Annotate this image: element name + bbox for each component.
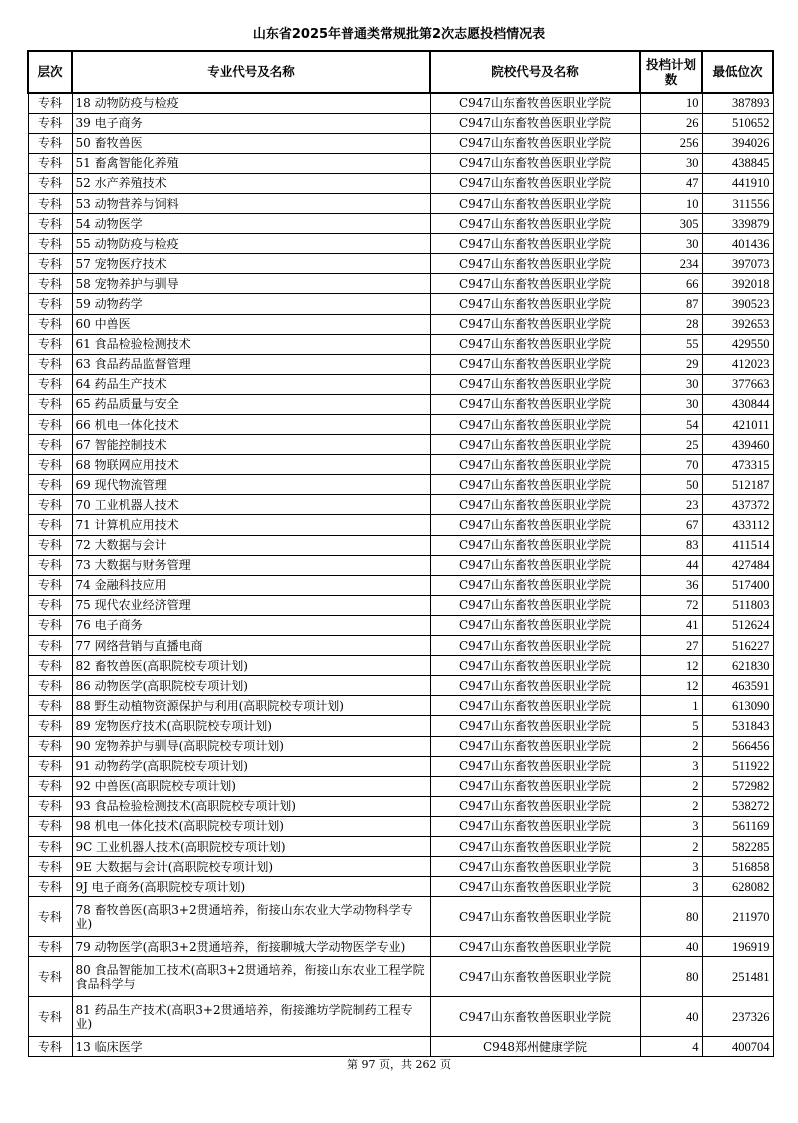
cell-rank: 412023 <box>702 354 773 374</box>
table-row <box>28 254 773 274</box>
cell-rank: 430844 <box>702 394 773 414</box>
cell-major: 98 机电一体化技术(高职院校专项计划) <box>72 816 430 836</box>
cell-level: 专科 <box>28 776 72 796</box>
cell-major: 93 食品检验检测技术(高职院校专项计划) <box>72 796 430 816</box>
cell-rank: 473315 <box>702 455 773 475</box>
cell-school: C947山东畜牧兽医职业学院 <box>430 555 640 575</box>
cell-major: 88 野生动植物资源保护与利用(高职院校专项计划) <box>72 696 430 716</box>
cell-plan: 80 <box>640 957 702 997</box>
table-row <box>28 535 773 555</box>
table-row <box>28 93 773 113</box>
cell-plan: 2 <box>640 796 702 816</box>
cell-plan: 83 <box>640 535 702 555</box>
cell-major: 81 药品生产技术(高职3+2贯通培养，衔接潍坊学院制药工程专业) <box>72 997 430 1037</box>
cell-school: C947山东畜牧兽医职业学院 <box>430 515 640 535</box>
cell-school: C947山东畜牧兽医职业学院 <box>430 696 640 716</box>
cell-school: C947山东畜牧兽医职业学院 <box>430 374 640 394</box>
cell-rank: 377663 <box>702 374 773 394</box>
table-row <box>28 776 773 796</box>
cell-plan: 30 <box>640 153 702 173</box>
cell-plan: 36 <box>640 575 702 595</box>
cell-level: 专科 <box>28 656 72 676</box>
cell-plan: 12 <box>640 656 702 676</box>
cell-level: 专科 <box>28 515 72 535</box>
cell-major: 54 动物医学 <box>72 214 430 234</box>
cell-level: 专科 <box>28 214 72 234</box>
cell-plan: 54 <box>640 415 702 435</box>
cell-level: 专科 <box>28 334 72 354</box>
cell-school: C947山东畜牧兽医职业学院 <box>430 676 640 696</box>
table-row <box>28 153 773 173</box>
cell-plan: 30 <box>640 374 702 394</box>
cell-level: 专科 <box>28 113 72 133</box>
cell-plan: 26 <box>640 113 702 133</box>
cell-school: C947山东畜牧兽医职业学院 <box>430 214 640 234</box>
cell-school: C947山东畜牧兽医职业学院 <box>430 354 640 374</box>
cell-major: 76 电子商务 <box>72 615 430 635</box>
cell-plan: 66 <box>640 274 702 294</box>
cell-major: 50 畜牧兽医 <box>72 133 430 153</box>
table-row <box>28 274 773 294</box>
cell-rank: 387893 <box>702 93 773 113</box>
cell-level: 专科 <box>28 997 72 1037</box>
cell-school: C947山东畜牧兽医职业学院 <box>430 636 640 656</box>
table-row <box>28 214 773 234</box>
cell-plan: 28 <box>640 314 702 334</box>
cell-major: 79 动物医学(高职3+2贯通培养，衔接聊城大学动物医学专业) <box>72 937 430 957</box>
cell-level: 专科 <box>28 535 72 555</box>
cell-rank: 511803 <box>702 595 773 615</box>
cell-rank: 437372 <box>702 495 773 515</box>
cell-rank: 394026 <box>702 133 773 153</box>
cell-plan: 30 <box>640 394 702 414</box>
table-row <box>28 173 773 193</box>
cell-plan: 3 <box>640 756 702 776</box>
cell-school: C947山东畜牧兽医职业学院 <box>430 455 640 475</box>
cell-level: 专科 <box>28 756 72 776</box>
table-row <box>28 595 773 615</box>
table-row <box>28 957 773 997</box>
cell-rank: 516858 <box>702 857 773 877</box>
table-row <box>28 193 773 213</box>
cell-rank: 566456 <box>702 736 773 756</box>
table-row <box>28 877 773 897</box>
cell-plan: 80 <box>640 897 702 937</box>
cell-rank: 582285 <box>702 836 773 856</box>
cell-school: C947山东畜牧兽医职业学院 <box>430 193 640 213</box>
table-row <box>28 555 773 575</box>
cell-major: 68 物联网应用技术 <box>72 455 430 475</box>
cell-rank: 438845 <box>702 153 773 173</box>
cell-school: C947山东畜牧兽医职业学院 <box>430 595 640 615</box>
cell-level: 专科 <box>28 595 72 615</box>
table-header-row <box>28 51 773 93</box>
cell-level: 专科 <box>28 93 72 113</box>
cell-rank: 411514 <box>702 535 773 555</box>
cell-plan: 256 <box>640 133 702 153</box>
table-body <box>28 93 773 1057</box>
cell-rank: 439460 <box>702 435 773 455</box>
cell-school: C947山东畜牧兽医职业学院 <box>430 234 640 254</box>
cell-level: 专科 <box>28 957 72 997</box>
cell-rank: 510652 <box>702 113 773 133</box>
cell-major: 52 水产养殖技术 <box>72 173 430 193</box>
cell-major: 61 食品检验检测技术 <box>72 334 430 354</box>
cell-major: 80 食品智能加工技术(高职3+2贯通培养，衔接山东农业工程学院食品科学与 <box>72 957 430 997</box>
table-row <box>28 857 773 877</box>
cell-major: 73 大数据与财务管理 <box>72 555 430 575</box>
cell-level: 专科 <box>28 796 72 816</box>
cell-plan: 5 <box>640 716 702 736</box>
cell-level: 专科 <box>28 394 72 414</box>
cell-plan: 29 <box>640 354 702 374</box>
cell-plan: 47 <box>640 173 702 193</box>
cell-level: 专科 <box>28 736 72 756</box>
table-row <box>28 113 773 133</box>
cell-rank: 392653 <box>702 314 773 334</box>
cell-plan: 2 <box>640 776 702 796</box>
cell-level: 专科 <box>28 415 72 435</box>
cell-major: 64 药品生产技术 <box>72 374 430 394</box>
table-row <box>28 636 773 656</box>
cell-rank: 538272 <box>702 796 773 816</box>
cell-plan: 3 <box>640 857 702 877</box>
cell-plan: 41 <box>640 615 702 635</box>
cell-plan: 305 <box>640 214 702 234</box>
cell-major: 9J 电子商务(高职院校专项计划) <box>72 877 430 897</box>
cell-major: 60 中兽医 <box>72 314 430 334</box>
cell-level: 专科 <box>28 374 72 394</box>
cell-rank: 429550 <box>702 334 773 354</box>
table-row <box>28 736 773 756</box>
cell-plan: 67 <box>640 515 702 535</box>
cell-level: 专科 <box>28 696 72 716</box>
cell-school: C947山东畜牧兽医职业学院 <box>430 153 640 173</box>
cell-rank: 463591 <box>702 676 773 696</box>
cell-plan: 234 <box>640 254 702 274</box>
cell-level: 专科 <box>28 636 72 656</box>
cell-major: 82 畜牧兽医(高职院校专项计划) <box>72 656 430 676</box>
cell-plan: 44 <box>640 555 702 575</box>
cell-level: 专科 <box>28 836 72 856</box>
cell-level: 专科 <box>28 475 72 495</box>
cell-school: C947山东畜牧兽医职业学院 <box>430 796 640 816</box>
cell-level: 专科 <box>28 173 72 193</box>
cell-school: C947山东畜牧兽医职业学院 <box>430 736 640 756</box>
cell-school: C947山东畜牧兽医职业学院 <box>430 997 640 1037</box>
cell-plan: 4 <box>640 1037 702 1057</box>
cell-rank: 196919 <box>702 937 773 957</box>
cell-major: 18 动物防疫与检疫 <box>72 93 430 113</box>
cell-major: 72 大数据与会计 <box>72 535 430 555</box>
cell-level: 专科 <box>28 1037 72 1057</box>
cell-plan: 55 <box>640 334 702 354</box>
cell-plan: 72 <box>640 595 702 615</box>
cell-level: 专科 <box>28 133 72 153</box>
cell-school: C947山东畜牧兽医职业学院 <box>430 575 640 595</box>
cell-school: C947山东畜牧兽医职业学院 <box>430 334 640 354</box>
cell-school: C947山东畜牧兽医职业学院 <box>430 435 640 455</box>
cell-level: 专科 <box>28 314 72 334</box>
cell-school: C947山东畜牧兽医职业学院 <box>430 173 640 193</box>
cell-level: 专科 <box>28 153 72 173</box>
cell-school: C947山东畜牧兽医职业学院 <box>430 615 640 635</box>
cell-plan: 2 <box>640 736 702 756</box>
cell-level: 专科 <box>28 676 72 696</box>
cell-rank: 512187 <box>702 475 773 495</box>
cell-level: 专科 <box>28 816 72 836</box>
cell-plan: 2 <box>640 836 702 856</box>
cell-major: 58 宠物养护与驯导 <box>72 274 430 294</box>
cell-major: 65 药品质量与安全 <box>72 394 430 414</box>
table-row <box>28 354 773 374</box>
table-row <box>28 374 773 394</box>
cell-plan: 50 <box>640 475 702 495</box>
cell-rank: 211970 <box>702 897 773 937</box>
cell-level: 专科 <box>28 615 72 635</box>
cell-school: C947山东畜牧兽医职业学院 <box>430 776 640 796</box>
cell-school: C947山东畜牧兽医职业学院 <box>430 897 640 937</box>
cell-level: 专科 <box>28 877 72 897</box>
cell-school: C947山东畜牧兽医职业学院 <box>430 877 640 897</box>
cell-rank: 572982 <box>702 776 773 796</box>
cell-level: 专科 <box>28 897 72 937</box>
cell-plan: 40 <box>640 937 702 957</box>
table-row <box>28 937 773 957</box>
cell-major: 53 动物营养与饲料 <box>72 193 430 213</box>
cell-level: 专科 <box>28 294 72 314</box>
cell-plan: 87 <box>640 294 702 314</box>
header-level: 层次 <box>28 51 72 93</box>
table-row <box>28 796 773 816</box>
admission-table <box>27 50 774 1057</box>
header-major: 专业代号及名称 <box>72 51 430 93</box>
cell-major: 71 计算机应用技术 <box>72 515 430 535</box>
table-row <box>28 615 773 635</box>
cell-level: 专科 <box>28 435 72 455</box>
cell-school: C947山东畜牧兽医职业学院 <box>430 113 640 133</box>
table-row <box>28 495 773 515</box>
table-row <box>28 294 773 314</box>
cell-level: 专科 <box>28 575 72 595</box>
table-row <box>28 676 773 696</box>
cell-school: C947山东畜牧兽医职业学院 <box>430 314 640 334</box>
cell-rank: 531843 <box>702 716 773 736</box>
table-row <box>28 334 773 354</box>
cell-major: 86 动物医学(高职院校专项计划) <box>72 676 430 696</box>
cell-rank: 516227 <box>702 636 773 656</box>
cell-plan: 25 <box>640 435 702 455</box>
cell-level: 专科 <box>28 455 72 475</box>
cell-rank: 390523 <box>702 294 773 314</box>
cell-plan: 3 <box>640 877 702 897</box>
cell-plan: 40 <box>640 997 702 1037</box>
table-row <box>28 455 773 475</box>
cell-major: 39 电子商务 <box>72 113 430 133</box>
table-row <box>28 1037 773 1057</box>
table-row <box>28 716 773 736</box>
cell-rank: 400704 <box>702 1037 773 1057</box>
cell-major: 92 中兽医(高职院校专项计划) <box>72 776 430 796</box>
table-row <box>28 133 773 153</box>
cell-major: 78 畜牧兽医(高职3+2贯通培养，衔接山东农业大学动物科学专业) <box>72 897 430 937</box>
table-row <box>28 314 773 334</box>
cell-major: 63 食品药品监督管理 <box>72 354 430 374</box>
cell-plan: 70 <box>640 455 702 475</box>
table-row <box>28 836 773 856</box>
table-row <box>28 997 773 1037</box>
table-row <box>28 656 773 676</box>
cell-rank: 561169 <box>702 816 773 836</box>
cell-major: 13 临床医学 <box>72 1037 430 1057</box>
cell-major: 74 金融科技应用 <box>72 575 430 595</box>
cell-school: C947山东畜牧兽医职业学院 <box>430 254 640 274</box>
cell-school: C947山东畜牧兽医职业学院 <box>430 133 640 153</box>
table-row <box>28 575 773 595</box>
page-footer: 第 97 页，共 262 页 <box>347 1058 451 1071</box>
cell-school: C947山东畜牧兽医职业学院 <box>430 816 640 836</box>
cell-rank: 427484 <box>702 555 773 575</box>
cell-major: 66 机电一体化技术 <box>72 415 430 435</box>
cell-level: 专科 <box>28 555 72 575</box>
cell-level: 专科 <box>28 495 72 515</box>
cell-rank: 621830 <box>702 656 773 676</box>
cell-major: 9C 工业机器人技术(高职院校专项计划) <box>72 836 430 856</box>
cell-level: 专科 <box>28 857 72 877</box>
cell-rank: 441910 <box>702 173 773 193</box>
table-row <box>28 415 773 435</box>
cell-level: 专科 <box>28 254 72 274</box>
cell-school: C947山东畜牧兽医职业学院 <box>430 394 640 414</box>
cell-rank: 392018 <box>702 274 773 294</box>
cell-rank: 251481 <box>702 957 773 997</box>
cell-rank: 339879 <box>702 214 773 234</box>
cell-rank: 433112 <box>702 515 773 535</box>
cell-rank: 401436 <box>702 234 773 254</box>
cell-rank: 237326 <box>702 997 773 1037</box>
cell-school: C947山东畜牧兽医职业学院 <box>430 415 640 435</box>
cell-rank: 397073 <box>702 254 773 274</box>
cell-school: C947山东畜牧兽医职业学院 <box>430 535 640 555</box>
table-row <box>28 816 773 836</box>
cell-school: C947山东畜牧兽医职业学院 <box>430 294 640 314</box>
cell-plan: 3 <box>640 816 702 836</box>
cell-school: C947山东畜牧兽医职业学院 <box>430 656 640 676</box>
cell-rank: 628082 <box>702 877 773 897</box>
table-row <box>28 394 773 414</box>
table-row <box>28 696 773 716</box>
cell-major: 59 动物药学 <box>72 294 430 314</box>
cell-level: 专科 <box>28 716 72 736</box>
cell-plan: 30 <box>640 234 702 254</box>
cell-major: 9E 大数据与会计(高职院校专项计划) <box>72 857 430 877</box>
header-rank: 最低位次 <box>702 51 773 93</box>
table-row <box>28 435 773 455</box>
cell-school: C947山东畜牧兽医职业学院 <box>430 756 640 776</box>
cell-school: C947山东畜牧兽医职业学院 <box>430 716 640 736</box>
table-row <box>28 515 773 535</box>
cell-major: 55 动物防疫与检疫 <box>72 234 430 254</box>
cell-school: C947山东畜牧兽医职业学院 <box>430 836 640 856</box>
cell-school: C947山东畜牧兽医职业学院 <box>430 495 640 515</box>
cell-school: C947山东畜牧兽医职业学院 <box>430 475 640 495</box>
cell-school: C947山东畜牧兽医职业学院 <box>430 274 640 294</box>
cell-level: 专科 <box>28 354 72 374</box>
cell-level: 专科 <box>28 234 72 254</box>
header-plan: 投档计划数 <box>640 51 702 93</box>
cell-major: 51 畜禽智能化养殖 <box>72 153 430 173</box>
cell-level: 专科 <box>28 937 72 957</box>
cell-school: C947山东畜牧兽医职业学院 <box>430 857 640 877</box>
cell-major: 57 宠物医疗技术 <box>72 254 430 274</box>
cell-rank: 421011 <box>702 415 773 435</box>
cell-school: C947山东畜牧兽医职业学院 <box>430 957 640 997</box>
cell-rank: 613090 <box>702 696 773 716</box>
cell-school: C947山东畜牧兽医职业学院 <box>430 937 640 957</box>
cell-major: 90 宠物养护与驯导(高职院校专项计划) <box>72 736 430 756</box>
cell-major: 69 现代物流管理 <box>72 475 430 495</box>
cell-major: 89 宠物医疗技术(高职院校专项计划) <box>72 716 430 736</box>
cell-school: C948郑州健康学院 <box>430 1037 640 1057</box>
cell-major: 91 动物药学(高职院校专项计划) <box>72 756 430 776</box>
table-row <box>28 234 773 254</box>
cell-plan: 27 <box>640 636 702 656</box>
cell-level: 专科 <box>28 274 72 294</box>
header-school: 院校代号及名称 <box>430 51 640 93</box>
table-row <box>28 475 773 495</box>
cell-major: 70 工业机器人技术 <box>72 495 430 515</box>
cell-rank: 517400 <box>702 575 773 595</box>
table-row <box>28 897 773 937</box>
cell-plan: 12 <box>640 676 702 696</box>
page-title: 山东省2025年普通类常规批第2次志愿投档情况表 <box>252 27 546 42</box>
cell-plan: 1 <box>640 696 702 716</box>
cell-plan: 10 <box>640 193 702 213</box>
cell-level: 专科 <box>28 193 72 213</box>
cell-school: C947山东畜牧兽医职业学院 <box>430 93 640 113</box>
table-row <box>28 756 773 776</box>
cell-rank: 511922 <box>702 756 773 776</box>
cell-major: 75 现代农业经济管理 <box>72 595 430 615</box>
cell-plan: 10 <box>640 93 702 113</box>
cell-plan: 23 <box>640 495 702 515</box>
cell-major: 67 智能控制技术 <box>72 435 430 455</box>
cell-major: 77 网络营销与直播电商 <box>72 636 430 656</box>
cell-rank: 512624 <box>702 615 773 635</box>
cell-rank: 311556 <box>702 193 773 213</box>
